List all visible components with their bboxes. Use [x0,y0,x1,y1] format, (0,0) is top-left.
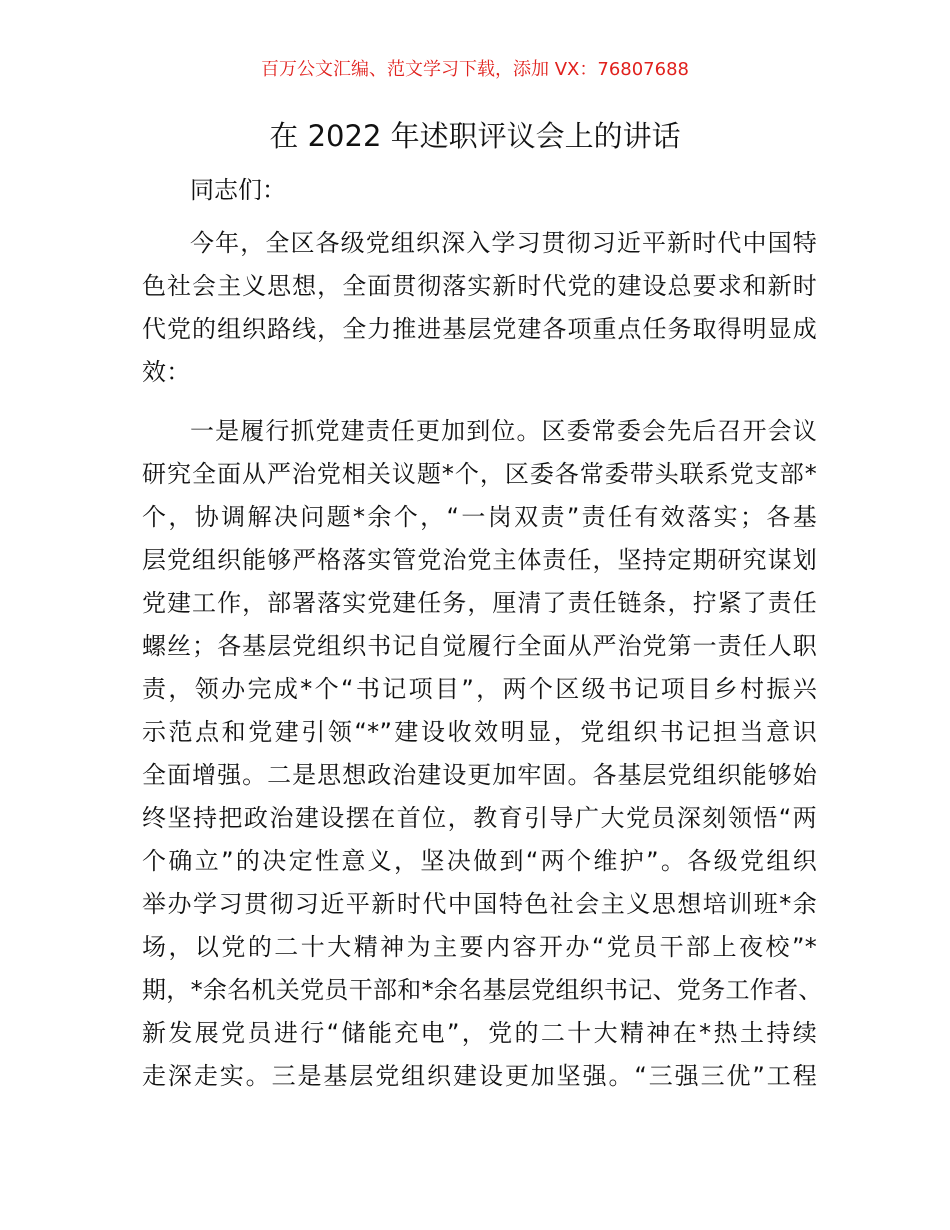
text-line: 代党的组织路线，全力推进基层党建各项重点任务取得明显成 [142,315,817,343]
watermark-banner: 百万公文汇编、范文学习下载，添加 VX：76807688 [261,59,689,80]
text-line: 一是履行抓党建责任更加到位。区委常委会先后召开会议 [190,417,817,445]
text-line: 举办学习贯彻习近平新时代中国特色社会主义思想培训班*余 [142,890,817,918]
text-line: 场，以党的二十大精神为主要内容开办“党员干部上夜校”* [142,933,817,961]
text-line: 层党组织能够严格落实管党治党主体责任，坚持定期研究谋划 [142,546,817,574]
text-line: 色社会主义思想，全面贯彻落实新时代党的建设总要求和新时 [142,272,817,300]
text-line: 全面增强。二是思想政治建设更加牢固。各基层党组织能够始 [142,761,817,789]
text-line: 今年，全区各级党组织深入学习贯彻习近平新时代中国特 [190,229,817,257]
text-line: 期，*余名机关党员干部和*余名基层党组织书记、党务工作者、 [142,976,823,1004]
paragraph-body [142,410,823,1098]
text-line: 走深走实。三是基层党组织建设更加坚强。“三强三优”工程 [142,1062,817,1090]
text-line: 责，领办完成*个“书记项目”，两个区级书记项目乡村振兴 [142,675,817,703]
text-line: 示范点和党建引领“*”建设收效明显，党组织书记担当意识 [142,718,817,746]
text-line: 研究全面从严治党相关议题*个，区委各常委带头联系党支部* [142,460,817,488]
text-line: 终坚持把政治建设摆在首位，教育引导广大党员深刻领悟“两 [142,804,817,832]
text-line: 个，协调解决问题*余个，“一岗双责”责任有效落实；各基 [142,503,817,531]
text-line: 效： [142,358,191,386]
document-title: 在 2022 年述职评议会上的讲话 [269,119,681,153]
text-line: 螺丝；各基层党组织书记自觉履行全面从严治党第一责任人职 [142,632,817,660]
text-line: 新发展党员进行“储能充电”，党的二十大精神在*热土持续 [142,1019,817,1047]
text-line: 党建工作，部署落实党建任务，厘清了责任链条，拧紧了责任 [142,589,817,617]
paragraph-intro [142,222,817,394]
salutation: 同志们： [190,176,286,204]
text-line: 个确立”的决定性意义，坚决做到“两个维护”。各级党组织 [142,847,817,875]
